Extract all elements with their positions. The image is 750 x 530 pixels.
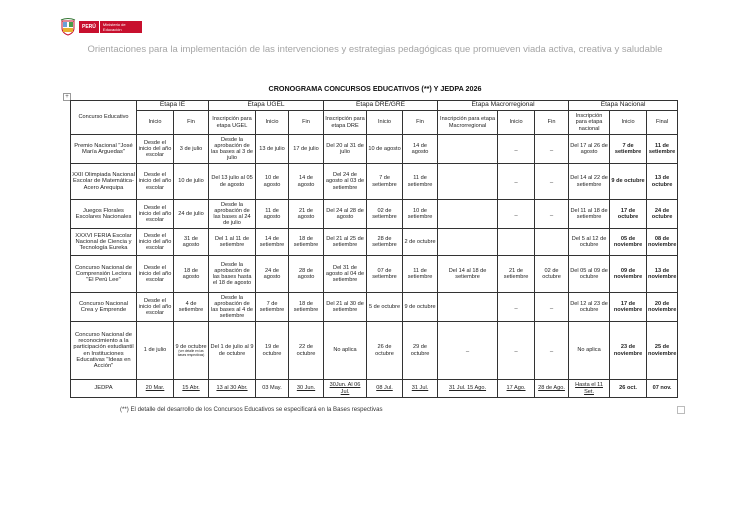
- date-cell-text: _: [514, 347, 518, 354]
- date-cell-text: No aplica: [333, 347, 357, 354]
- date-cell-text: _: [514, 178, 518, 185]
- date-cell-text: Del 31 de agosto al 04 de setiembre: [325, 264, 365, 284]
- date-cell-text: Desde la aprobación de las bases hasta el 18 de agosto: [212, 261, 252, 287]
- date-cell: [535, 380, 569, 398]
- date-cell: [367, 293, 403, 322]
- date-cell: [438, 322, 498, 380]
- date-cell-text: 17 Ago.: [506, 385, 526, 392]
- table-row: [71, 229, 678, 256]
- date-cell: [324, 164, 367, 200]
- date-cell: [569, 293, 610, 322]
- date-cell-text: _: [465, 347, 470, 354]
- date-cell-text: 7 de setiembre: [372, 175, 397, 188]
- date-cell: [403, 293, 438, 322]
- date-cell-text: 9 de octubre: [404, 303, 436, 310]
- date-cell-text: Del 1 de julio al 9 de octubre: [210, 344, 254, 357]
- date-cell: [403, 380, 438, 398]
- date-cell-text: _: [514, 145, 518, 152]
- date-cell: [324, 256, 367, 293]
- date-cell: [256, 200, 289, 229]
- date-cell-text: 29 de octubre: [410, 344, 430, 357]
- contest-name-cell: XXXVI FERIA Escolar Nacional de Ciencia y Tecnología Eureka: [71, 229, 137, 256]
- contest-name-cell: Premio Nacional "José María Arguedas": [71, 135, 137, 164]
- date-cell-text: 19 de octubre: [262, 344, 282, 357]
- contest-name-cell: Concurso Nacional de Comprensión Lectora "El Perú Lee": [71, 256, 137, 293]
- date-cell-text: 07 de setiembre: [372, 267, 397, 280]
- date-cell-text: Desde la aprobación de las bases al 24 de julio: [213, 201, 251, 227]
- subheader-cell: Fin: [535, 111, 569, 135]
- date-cell-text: Hasta el 11 Set.: [575, 382, 603, 395]
- date-cell-text: 11 de setiembre: [407, 267, 433, 280]
- date-cell: [324, 380, 367, 398]
- date-cell: [367, 200, 403, 229]
- subheader-cell: Fin: [289, 111, 324, 135]
- date-cell-text: 14 de agosto: [411, 142, 429, 155]
- date-cell-text: 9 de octubre: [175, 343, 207, 350]
- date-cell: [610, 135, 647, 164]
- date-cell: [610, 380, 647, 398]
- date-cell-text: Del 24 al 28 de agosto: [326, 207, 364, 220]
- subheader-cell: Inscripción para etapa DRE: [324, 111, 367, 135]
- date-cell-text: Desde el inicio del año escolar: [138, 204, 172, 224]
- date-cell: [535, 200, 569, 229]
- date-cell-text: Desde el inicio del año escolar: [138, 264, 172, 284]
- subheader-cell: Inicio: [367, 111, 403, 135]
- date-cell-text: 11 de agosto: [263, 207, 281, 220]
- date-cell-text: 28 de agosto: [297, 267, 315, 280]
- date-cell: [438, 135, 498, 164]
- date-cell: [289, 256, 324, 293]
- date-cell-text: 02 de octubre: [542, 267, 561, 280]
- date-cell-text: Del 24 de agosto al 03 de setiembre: [325, 172, 365, 191]
- date-cell: [367, 229, 403, 256]
- date-cell: [367, 135, 403, 164]
- contest-name-cell: JEDPA: [71, 380, 137, 398]
- date-cell-text: Desde el inicio del año escolar: [138, 172, 172, 191]
- date-cell: [403, 256, 438, 293]
- date-cell-text: 13 de noviembre: [648, 267, 677, 280]
- date-cell: [438, 200, 498, 229]
- date-cell: [610, 229, 647, 256]
- date-cell: [569, 200, 610, 229]
- subheader-row: [71, 111, 678, 135]
- date-cell: [256, 135, 289, 164]
- table-row: [71, 200, 678, 229]
- date-cell-text: No aplica: [577, 347, 601, 354]
- date-cell-text: 24 de agosto: [263, 267, 281, 280]
- document-subtitle: Orientaciones para la implementación de las intervenciones y estrategias pedagógicas que promueven viada activa, creativa y saludable: [87, 44, 663, 55]
- date-cell: [438, 229, 498, 256]
- date-cell-text: 15 Abr.: [182, 385, 200, 392]
- coat-of-arms-icon: [60, 18, 76, 36]
- date-cell-text: 31 Jul.: [411, 385, 429, 392]
- date-cell: [174, 256, 209, 293]
- date-cell-text: 14 de agosto: [297, 175, 315, 188]
- date-cell: [498, 322, 535, 380]
- date-cell: [403, 164, 438, 200]
- date-cell-text: 08 Jul.: [376, 385, 393, 392]
- date-cell-text: Desde el inicio del año escolar: [138, 139, 172, 159]
- date-cell: [367, 164, 403, 200]
- date-cell: [610, 256, 647, 293]
- date-cell: [174, 322, 209, 380]
- subheader-cell: Fin: [174, 111, 209, 135]
- date-cell: [209, 229, 256, 256]
- date-cell: [647, 200, 678, 229]
- contest-name-cell: Concurso Nacional Crea y Emprende: [71, 293, 137, 322]
- date-cell: [256, 322, 289, 380]
- date-cell-text: 7 de setiembre: [614, 142, 642, 155]
- table-row: [71, 322, 678, 380]
- date-cell-text: 5 de octubre: [368, 303, 401, 310]
- date-cell-text: 7 de setiembre: [259, 300, 285, 313]
- date-cell: [647, 322, 678, 380]
- date-cell-text: 9 de octubre: [611, 178, 645, 185]
- date-cell: [498, 229, 535, 256]
- subheader-cell: Inscripción para etapa Macrorregional: [438, 111, 498, 135]
- footnote: (**) El detalle del desarrollo de los Concursos Educativos se especificará en la Bases respectivas: [120, 406, 383, 413]
- date-cell: [256, 256, 289, 293]
- date-cell: [403, 229, 438, 256]
- date-cell-text: Del 5 al 12 de octubre: [571, 235, 607, 248]
- date-cell: [324, 135, 367, 164]
- date-cell: [535, 135, 569, 164]
- date-cell-text: 13 al 30 Abr.: [216, 385, 248, 392]
- date-cell: [289, 380, 324, 398]
- date-cell: [137, 380, 174, 398]
- date-cell-text: 10 de agosto: [263, 175, 281, 188]
- date-cell-text: 18 de setiembre: [293, 235, 319, 248]
- date-cell: [403, 322, 438, 380]
- date-cell: [174, 293, 209, 322]
- date-cell: [209, 200, 256, 229]
- peru-label: PERÚ: [79, 21, 99, 33]
- date-cell: [289, 293, 324, 322]
- date-cell: [209, 256, 256, 293]
- date-cell: [367, 380, 403, 398]
- date-cell: [256, 229, 289, 256]
- date-cell: [610, 322, 647, 380]
- date-cell: [137, 135, 174, 164]
- date-cell: [647, 256, 678, 293]
- date-cell-text: 21 de agosto: [297, 207, 315, 220]
- date-cell-text: 14 de setiembre: [259, 235, 285, 248]
- date-cell: [610, 293, 647, 322]
- date-cell: [209, 164, 256, 200]
- date-cell: [535, 322, 569, 380]
- date-cell-text: 20 Mar.: [145, 385, 165, 392]
- date-cell: [137, 322, 174, 380]
- date-cell: [174, 164, 209, 200]
- date-cell: [647, 164, 678, 200]
- date-cell: [324, 229, 367, 256]
- date-cell: [647, 293, 678, 322]
- date-cell: [438, 380, 498, 398]
- contest-name-cell: Juegos Florales Escolares Nacionales: [71, 200, 137, 229]
- date-cell: [209, 380, 256, 398]
- date-cell-text: 3 de julio: [179, 145, 203, 152]
- date-cell-text: Del 21 al 30 de setiembre: [326, 300, 364, 313]
- table-row: [71, 256, 678, 293]
- date-cell-text: 18 de setiembre: [293, 300, 319, 313]
- date-cell-text: Desde la aprobación de las bases al 3 de julio: [211, 136, 253, 162]
- date-cell-text: Del 14 al 18 de setiembre: [448, 267, 487, 280]
- date-cell-text: 18 de agosto: [182, 267, 200, 280]
- stage-dre-header: Etapa DRE/GRE: [324, 101, 438, 111]
- date-cell: [137, 293, 174, 322]
- date-cell-text: _: [549, 210, 554, 217]
- date-cell-text: 28 de Ago.: [538, 385, 565, 392]
- end-of-table-marker: [677, 406, 685, 414]
- date-cell: [289, 229, 324, 256]
- date-cell: [438, 164, 498, 200]
- date-cell: [610, 200, 647, 229]
- date-cell-text: 23 de noviembre: [613, 344, 643, 357]
- date-cell: [367, 322, 403, 380]
- date-cell-text: _: [549, 303, 554, 310]
- date-cell: [647, 229, 678, 256]
- date-cell: [498, 135, 535, 164]
- date-cell: [289, 200, 324, 229]
- date-cell-text: Del 14 al 22 de setiembre: [570, 175, 608, 188]
- date-cell-text: 4 de setiembre: [178, 300, 204, 313]
- date-cell: [569, 135, 610, 164]
- date-cell: [137, 229, 174, 256]
- date-cell: [324, 200, 367, 229]
- date-cell: [438, 293, 498, 322]
- date-cell-text: _: [514, 210, 518, 217]
- stage-header-row: [71, 101, 678, 111]
- table-row: [71, 164, 678, 200]
- date-cell: [569, 164, 610, 200]
- date-cell: [289, 135, 324, 164]
- date-cell: [535, 164, 569, 200]
- date-cell-text: Del 12 al 23 de octubre: [570, 300, 608, 313]
- subheader-cell: Inicio: [256, 111, 289, 135]
- subheader-cell: Inicio: [610, 111, 647, 135]
- date-cell-text: Del 1 al 11 de setiembre: [214, 235, 250, 248]
- date-cell: [647, 135, 678, 164]
- subheader-cell: Fin: [403, 111, 438, 135]
- date-cell-text: 20 de noviembre: [648, 300, 677, 313]
- date-cell-text: 21 de setiembre: [503, 267, 529, 280]
- date-cell-text: 02 de setiembre: [372, 207, 397, 220]
- date-cell: [569, 256, 610, 293]
- date-cell-text: 05 de noviembre: [613, 235, 643, 248]
- date-cell: [137, 164, 174, 200]
- date-cell-text: Del 17 al 26 de agosto: [570, 142, 608, 155]
- date-cell-text: Desde el inicio del año escolar: [138, 232, 172, 252]
- date-cell: [569, 322, 610, 380]
- date-cell-text: 22 de octubre: [296, 344, 316, 357]
- date-cell: [174, 135, 209, 164]
- ministry-label: Ministerio de Educación: [100, 21, 142, 33]
- date-cell-text: Del 11 al 18 de setiembre: [570, 207, 608, 220]
- date-cell: [498, 293, 535, 322]
- subheader-cell: Inicio: [137, 111, 174, 135]
- date-cell-text: 10 de agosto: [368, 145, 401, 152]
- date-cell-text: 08 de noviembre: [648, 235, 677, 248]
- date-cell-text: 31 Jul. 15 Ago.: [449, 385, 487, 392]
- date-cell: [535, 229, 569, 256]
- date-cell-text: Del 05 al 09 de octubre: [570, 267, 608, 280]
- date-cell: [209, 322, 256, 380]
- date-cell-text: 24 de octubre: [651, 207, 673, 220]
- date-cell: [647, 380, 678, 398]
- table-row: [71, 293, 678, 322]
- contest-name-cell: XXII Olimpiada Nacional Escolar de Matemática-Acero Arequipa: [71, 164, 137, 200]
- date-cell-text: 26 de octubre: [375, 344, 394, 357]
- date-cell: [174, 200, 209, 229]
- stage-national-header: Etapa Nacional: [569, 101, 678, 111]
- date-cell-text: _: [549, 178, 554, 185]
- date-cell: [209, 135, 256, 164]
- date-cell-text: 11 de setiembre: [407, 175, 433, 188]
- table-row: [71, 380, 678, 398]
- date-cell-text: 30Jun. Al 06 Jul.: [329, 382, 361, 395]
- schedule-table: [70, 100, 678, 398]
- stage-ugel-header: Etapa UGEL: [209, 101, 324, 111]
- date-cell: [289, 164, 324, 200]
- date-cell-text: _: [549, 145, 554, 152]
- subheader-cell: Inscripción para etapa nacional: [569, 111, 610, 135]
- date-cell: [324, 322, 367, 380]
- date-cell-text: 13 de julio: [259, 145, 285, 152]
- date-cell-text: 17 de noviembre: [613, 300, 643, 313]
- date-cell-text: 24 de julio: [178, 210, 204, 217]
- date-cell-text: 28 de setiembre: [372, 235, 397, 248]
- date-cell: [174, 380, 209, 398]
- subheader-cell: Inscripción para etapa UGEL: [209, 111, 256, 135]
- date-cell: [256, 293, 289, 322]
- date-cell-text: Del 13 julio al 05 de agosto: [211, 175, 253, 188]
- date-cell: [324, 293, 367, 322]
- date-cell-text: 17 de octubre: [617, 207, 639, 220]
- date-cell: [569, 380, 610, 398]
- date-cell-text: 26 oct.: [619, 385, 637, 392]
- date-cell-text: Desde la aprobación de las bases al 4 de setiembre: [211, 294, 253, 320]
- date-cell-text: 07 nov.: [652, 385, 672, 392]
- date-cell: [289, 322, 324, 380]
- date-cell-text: 2 de octubre: [404, 238, 436, 245]
- date-cell-text: 31 de agosto: [182, 235, 200, 248]
- date-cell-text: 17 de julio: [293, 145, 319, 152]
- date-cell-text: 09 de noviembre: [613, 267, 643, 280]
- date-cell-text: _: [549, 347, 554, 354]
- date-cell: [498, 200, 535, 229]
- subheader-cell: Inicio: [498, 111, 535, 135]
- date-cell: [367, 256, 403, 293]
- date-cell: [256, 380, 289, 398]
- ministry-logo: [60, 18, 150, 36]
- contest-name-cell: Concurso Nacional de reconocimiento a la participación estudiantil en Instituciones Educativas "Ideas en Acción": [71, 322, 137, 380]
- table-move-handle-icon[interactable]: +: [63, 93, 71, 101]
- contest-column-header: Concurso Educativo: [71, 101, 137, 135]
- date-cell: [174, 229, 209, 256]
- date-cell: [438, 256, 498, 293]
- date-cell-text: Del 21 al 25 de setiembre: [326, 235, 364, 248]
- table-row: [71, 135, 678, 164]
- date-cell: [569, 229, 610, 256]
- date-cell: [498, 380, 535, 398]
- date-cell: [256, 164, 289, 200]
- subheader-cell: Final: [647, 111, 678, 135]
- date-cell-text: 13 de octubre: [651, 175, 673, 188]
- date-cell: [535, 293, 569, 322]
- date-cell: [498, 164, 535, 200]
- date-cell: [137, 200, 174, 229]
- date-cell: [498, 256, 535, 293]
- date-cell-text: 30 Jun.: [296, 385, 316, 392]
- date-cell-text: 25 de noviembre: [648, 344, 677, 357]
- stage-ie-header: Etapa IE: [137, 101, 209, 111]
- date-cell-text: _: [514, 303, 518, 310]
- date-cell-text: 03 May.: [262, 385, 282, 392]
- date-cell: [610, 164, 647, 200]
- date-cell-text: Del 20 al 31 de julio: [326, 142, 364, 155]
- document-title: CRONOGRAMA CONCURSOS EDUCATIVOS (**) Y JEDPA 2026: [268, 84, 482, 93]
- date-cell: [209, 293, 256, 322]
- date-cell: [403, 200, 438, 229]
- stage-macro-header: Etapa Macrorregional: [438, 101, 569, 111]
- date-cell-text: 10 de setiembre: [407, 207, 433, 220]
- date-cell-text: 11 de setiembre: [648, 142, 676, 155]
- cell-small-note: (ver detalle en las bases respectivas): [177, 349, 205, 357]
- date-cell-text: 10 de julio: [178, 178, 204, 185]
- date-cell: [535, 256, 569, 293]
- date-cell: [403, 135, 438, 164]
- date-cell: [137, 256, 174, 293]
- date-cell-text: Desde el inicio del año escolar: [138, 297, 172, 317]
- date-cell-text: 1 de julio: [143, 347, 167, 354]
